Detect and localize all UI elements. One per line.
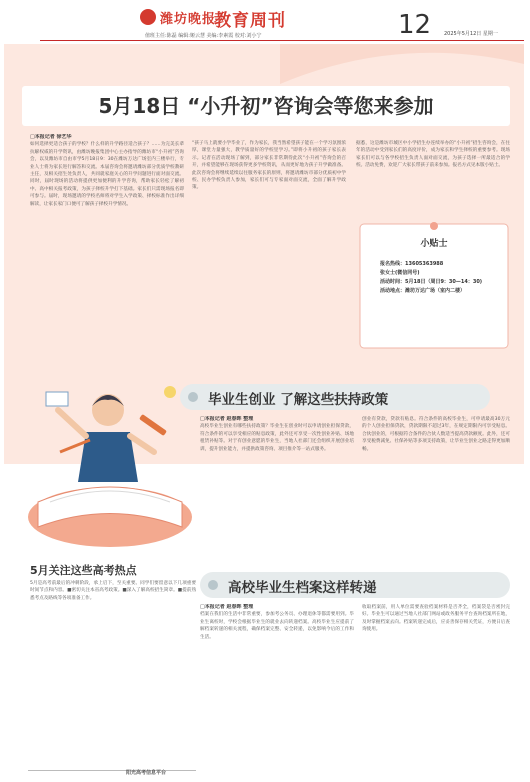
lead-text-1: 如何选择更适合孩子的学校？什么样的升学路径适合孩子？……为完美长辈抗解权威的升学资讯，由潍坊晚报集团中心主办指导的潍坊市“小升初”咨询会，以及潍坊市自由市学5月18日9：30在潍坊万达广场室内三楼举行，专业人士将为家长进行解答和交流。本届咨询会将邀请潍坊部分优质学校教研主任，及相关招生处负责人，共同就家庭关心的升学问题进行面对面交流。同时，届时现场的活动将提供更加便利的升学咨询，帮助家长轻松了解初中、高中相关报考政策，为孩子择校升学打下基础。家长们只需现场报名即可参与。届时，现场邀请的学校名师将对学生入学政策、择校标准作出详细解读，让家长家门口便可了解孩子择校升学情况。: [30, 142, 184, 207]
lead-text-3: 据悉，这是潍坊市城区中小学招生办连续举办的“小升初”招生咨询会，在往年的活动中受到家长们的高度评价，成为家长和学生择校的重要参考。现场家长们可以与各学校招生负责人面对面交流，为孩子选择一所最适合的学校。活动免费，欢迎广大家长带孩子前来参加。报名方式见本版小贴士。: [356, 141, 510, 169]
article2-column-1: [200, 416, 354, 562]
article3-byline: □本报记者 赵春晖 整理: [200, 604, 254, 610]
banner-dot-icon: [208, 580, 218, 590]
lead-column-3: [356, 140, 510, 216]
logo-text: 潍坊晚报: [160, 11, 217, 27]
article3-text-1: 档案在我们的生活中非常重要，参加考公务员、办理退休等都需要用到。毕业生离校时，学校会根据毕业生的就业去向转递档案。高校毕业生应提前了解档案转递的相关流程，确保档案完整、安全转递，以免影响今后的工作和生活。: [200, 612, 354, 640]
article2-byline: □本报记者 赵春晖 整理: [200, 416, 254, 422]
banner-dot-icon: [188, 392, 198, 402]
article2-text-1: 高校毕业生创业有哪些扶持政策？毕业生在创业时可以申请创业担保贷款，符合条件的可以享受相应的贴息政策，此外还可享受一次性创业补贴、场地租赁补贴等。对于有创业意愿的毕业生，当地人社部门还会组织开展创业培训，提升创业能力，并提供政策咨询、项目推介等一站式服务。: [200, 424, 354, 452]
decorative-wave-icon: [280, 44, 524, 84]
article3-title: 高校毕业生档案这样转递: [228, 580, 377, 596]
tip-box: [358, 218, 510, 350]
article3-banner: [200, 572, 510, 598]
header-rule: [40, 40, 524, 41]
masthead: [0, 0, 530, 42]
tip-time: 活动时间：5月18日（周日9：30—14：30): [380, 279, 483, 285]
article2-title: 毕业生创业 了解这些扶持政策: [208, 392, 389, 408]
lead-headline-box: [22, 86, 510, 126]
staff-credits: 值班主任:陈磊 编辑:姬云慧 美编:李素霞 校对:刘小宁: [145, 33, 262, 39]
article3-text-2: 收取档案前，用人单位需要查验档案材料是否齐全，档案袋是否密封完好。毕业生可以通过当地人社部门网站或政务服务平台查询档案所在地，及时掌握档案去向。档案转递完成后，应妥善保存相关凭证，方便日后查询使用。: [362, 605, 510, 633]
student-book-illustration-icon: [20, 352, 200, 552]
tip-title: 小贴士: [420, 239, 448, 249]
logo-icon: [140, 9, 156, 25]
left-article-body: [30, 580, 196, 766]
tip-contact: 张女士(微信同号): [380, 270, 420, 276]
lead-text-2: “孩子马上就要小学毕业了，作为家长，我当然希望孩子能在一个学习氛围浓厚，课堂力量强大，教学质量好的学校里学习。”即将小升初的孩子家长表示。记者在活动现场了解到，部分家长非常期待此次“小升初”咨询会的召开，并希望能够在现场获得更多学校资讯，从而更好地为孩子升学做准备。此次咨询会将继续延续以往服务家长的原则，将邀请潍坊市部分优质初中学校、民办学校负责人参加，家长们可与专家面对面交流，全面了解升学政策。: [192, 141, 346, 191]
article2-text-2: 创业有贷款，贷款有贴息。符合条件的高校毕业生，可申请最高30万元的个人创业担保贷款，贷款期限不超过3年，在规定期限内可享受贴息。合伙创业的，可根据符合条件的合伙人数适当提高贷款额度。此外，还可享受税费减免、社保补贴等多项支持政策，让毕业生创业之路走得更加顺畅。: [362, 417, 510, 452]
left-bottom-rule: [28, 770, 196, 771]
tip-body: [380, 260, 496, 296]
page-number: 12: [398, 10, 432, 40]
newspaper-logo: [140, 8, 216, 26]
lead-column-2: [192, 140, 346, 350]
issue-date: 2025年5月12日 星期一: [444, 31, 498, 37]
article2-column-2: [362, 416, 510, 562]
tip-location: 活动地点：潍坊万达广场（室内二楼）: [380, 288, 466, 294]
lead-column-1: [30, 134, 184, 354]
article3-column-1: [200, 604, 354, 776]
tip-hotline: 报名热线：13605363988: [380, 261, 444, 267]
left-article-title: 5月关注这些高考热点: [30, 564, 137, 577]
section-title: 教育周刊: [214, 11, 286, 31]
article3-column-2: [362, 604, 510, 776]
left-article-footer: 阳光高考信息平台: [126, 770, 167, 776]
lead-headline: 5月18日 “小升初”咨询会等您来参加: [98, 94, 434, 118]
lead-byline: □本报记者 徐艺华: [30, 134, 72, 140]
left-article-text: 5月是高考前最后的冲刺阶段，承上启下，至关重要。同学们要留意以下几项重要时间节点和内容。■密切关注本省高考政策。■深入了解高校招生简章。■提前熟悉考点及路线等各项准备工作。: [30, 581, 196, 601]
article2-banner: [180, 384, 490, 410]
